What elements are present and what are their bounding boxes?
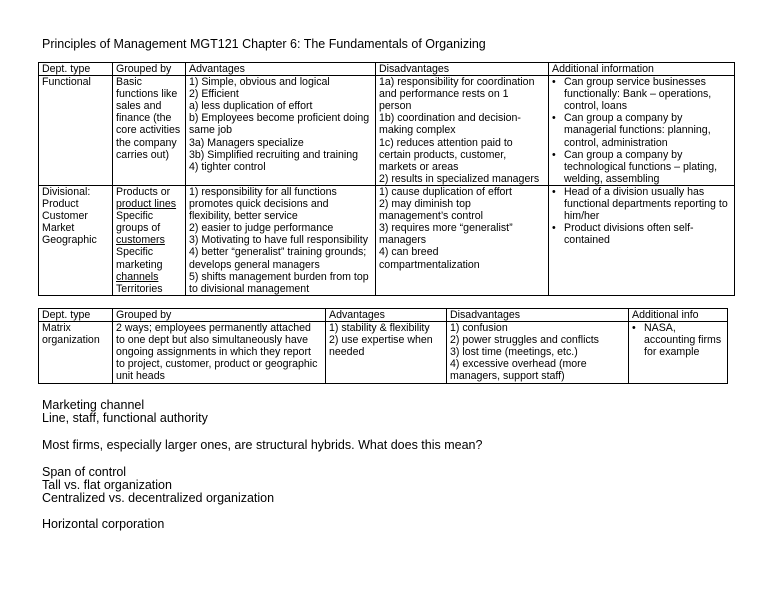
cell-line: 1c) reduces attention paid to <box>379 136 513 149</box>
cell-line: 4) tighter control <box>189 160 266 173</box>
cell-line: develops general managers <box>189 258 320 271</box>
table-row <box>39 76 735 186</box>
cell-line: Can group service businesses <box>564 76 706 89</box>
cell-line: making complex <box>379 124 456 137</box>
table-header-row <box>39 63 735 76</box>
matrix-dept-cell <box>39 322 113 383</box>
cell-line: compartmentalization <box>379 258 480 271</box>
matrix-disadvantages-cell <box>447 322 629 383</box>
cell-line: Products or <box>116 185 171 198</box>
header-grouped-by: Grouped by <box>113 309 326 322</box>
header-dept-type: Dept. type <box>39 309 113 322</box>
bullet-icon: • <box>552 112 556 125</box>
page-title: Principles of Management MGT121 Chapter 6: The Fundamentals of Organizing <box>42 37 486 51</box>
matrix-additional-cell <box>629 322 728 383</box>
matrix-grouped-cell <box>113 322 326 383</box>
cell-line: Customer <box>42 210 88 223</box>
bullet-icon: • <box>552 185 556 198</box>
bullet-item <box>552 186 732 198</box>
cell-line: Head of a division usually has <box>564 185 705 198</box>
cell-line: groups of <box>116 222 161 235</box>
cell-line: 1) Simple, obvious and logical <box>189 76 330 89</box>
cell-line: 3a) Managers specialize <box>189 136 304 149</box>
header-disadvantages: Disadvantages <box>376 63 549 76</box>
cell-line: control, administration <box>564 136 668 149</box>
cell-line: flexibility, better service <box>189 210 298 223</box>
cell-line: markets or areas <box>379 160 459 173</box>
bullet-icon: • <box>632 322 636 335</box>
cell-line: 2) may diminish top <box>379 198 471 211</box>
divisional-disadvantages-cell <box>376 185 549 295</box>
functional-dept-cell <box>39 76 113 186</box>
cell-line: Divisional: <box>42 185 91 198</box>
cell-line: 2) Efficient <box>189 88 239 101</box>
note-tall-vs-flat: Tall vs. flat organization <box>42 478 172 492</box>
cell-line: organization <box>42 334 100 347</box>
cell-line: product lines <box>116 198 177 211</box>
cell-line: managerial functions: planning, <box>564 124 711 137</box>
bullet-item <box>552 149 732 161</box>
cell-line: Product <box>42 198 79 211</box>
divisional-grouped-cell <box>113 185 186 295</box>
cell-line: Can group a company by <box>564 148 683 161</box>
cell-line: functionally: Bank – operations, <box>564 88 712 101</box>
cell-line: sales and <box>116 100 162 113</box>
header-disadvantages: Disadvantages <box>447 309 629 322</box>
cell-line: the company <box>116 136 177 149</box>
functional-grouped-cell <box>113 76 186 186</box>
organization-types-table <box>38 62 735 296</box>
cell-line: 1) responsibility for all functions <box>189 185 337 198</box>
note-hybrids-question: Most firms, especially larger ones, are structural hybrids. What does this mean? <box>42 438 483 452</box>
cell-line: 1) stability & flexibility <box>329 322 430 335</box>
cell-line: him/her <box>564 210 600 223</box>
bullet-icon: • <box>552 148 556 161</box>
bullet-icon: • <box>552 76 556 89</box>
bullet-item <box>552 112 732 124</box>
note-centralized: Centralized vs. decentralized organization <box>42 491 275 505</box>
cell-line: 4) better “generalist” training grounds; <box>189 246 367 259</box>
cell-line: Specific <box>116 210 154 223</box>
cell-line: to divisional management <box>189 282 310 295</box>
cell-line: ongoing assignments in which they report <box>116 346 311 359</box>
header-grouped-by: Grouped by <box>113 63 186 76</box>
cell-line: to project, customer, product or geographic <box>116 358 318 371</box>
functional-advantages-cell <box>186 76 376 186</box>
cell-line: 1) confusion <box>450 322 508 335</box>
cell-line: technological functions – plating, <box>564 160 718 173</box>
cell-line: certain products, customer, <box>379 148 507 161</box>
divisional-advantages-cell <box>186 185 376 295</box>
cell-line: 2 ways; employees permanently attached <box>116 322 311 335</box>
cell-line: and performance rests on 1 <box>379 88 509 101</box>
cell-line: functions like <box>116 88 178 101</box>
header-dept-type: Dept. type <box>39 63 113 76</box>
bullet-item <box>552 76 732 88</box>
note-line-staff: Line, staff, functional authority <box>42 411 208 425</box>
cell-line: functional departments reporting to <box>564 198 728 211</box>
cell-line: Product divisions often self- <box>564 222 694 235</box>
cell-line: to one dept but also simultaneously have <box>116 334 308 347</box>
divisional-dept-cell <box>39 185 113 295</box>
cell-line: 4) excessive overhead (more <box>450 358 587 371</box>
cell-line: 4) can breed <box>379 246 439 259</box>
table-row <box>39 322 728 383</box>
cell-line: needed <box>329 346 365 359</box>
cell-line: Territories <box>116 282 163 295</box>
cell-line: a) less duplication of effort <box>189 100 313 113</box>
cell-line: for example <box>644 346 700 359</box>
header-additional-info: Additional info <box>629 309 728 322</box>
note-horizontal-corporation: Horizontal corporation <box>42 517 165 531</box>
cell-line: welding, assembling <box>564 172 660 185</box>
cell-line: Matrix <box>42 322 71 335</box>
cell-line: 3) Motivating to have full responsibility <box>189 234 369 247</box>
cell-line: Can group a company by <box>564 112 683 125</box>
cell-line: person <box>379 100 412 113</box>
cell-line: customers <box>116 234 165 247</box>
table-row <box>39 185 735 295</box>
cell-line: management’s control <box>379 210 484 223</box>
cell-line: Geographic <box>42 234 97 247</box>
cell-line: same job <box>189 124 232 137</box>
cell-line: finance (the <box>116 112 172 125</box>
cell-line: 3b) Simplified recruiting and training <box>189 148 358 161</box>
cell-line: NASA, <box>644 322 676 335</box>
bullet-item <box>632 322 725 334</box>
header-advantages: Advantages <box>326 309 447 322</box>
cell-line: core activities <box>116 124 181 137</box>
cell-line: 1) cause duplication of effort <box>379 185 512 198</box>
cell-line: carries out) <box>116 148 169 161</box>
cell-line: 1a) responsibility for coordination <box>379 76 535 89</box>
header-additional-information: Additional information <box>549 63 735 76</box>
cell-line: contained <box>564 234 610 247</box>
functional-disadvantages-cell <box>376 76 549 186</box>
matrix-advantages-cell <box>326 322 447 383</box>
cell-line: 5) shifts management burden from top <box>189 270 369 283</box>
cell-line: Specific <box>116 246 154 259</box>
cell-line: promotes quick decisions and <box>189 198 329 211</box>
cell-line: Functional <box>42 76 91 89</box>
bullet-item <box>552 222 732 234</box>
cell-line: 3) lost time (meetings, etc.) <box>450 346 578 359</box>
cell-line: 2) use expertise when <box>329 334 433 347</box>
cell-line: channels <box>116 270 159 283</box>
functional-additional-cell <box>549 76 735 186</box>
cell-line: unit heads <box>116 370 165 383</box>
cell-line: marketing <box>116 258 163 271</box>
cell-line: managers <box>379 234 427 247</box>
cell-line: 2) easier to judge performance <box>189 222 334 235</box>
cell-line: control, loans <box>564 100 628 113</box>
bullet-icon: • <box>552 222 556 235</box>
cell-line: 2) power struggles and conflicts <box>450 334 599 347</box>
matrix-organization-table <box>38 308 728 384</box>
cell-line: Market <box>42 222 75 235</box>
table-header-row <box>39 309 728 322</box>
divisional-additional-cell <box>549 185 735 295</box>
cell-line: accounting firms <box>644 334 722 347</box>
cell-line: 2) results in specialized managers <box>379 172 540 185</box>
note-span-of-control: Span of control <box>42 465 127 479</box>
cell-line: 1b) coordination and decision- <box>379 112 521 125</box>
cell-line: 3) requires more “generalist” <box>379 222 513 235</box>
note-marketing-channel: Marketing channel <box>42 398 145 412</box>
cell-line: b) Employees become proficient doing <box>189 112 370 125</box>
cell-line: managers, support staff) <box>450 370 565 383</box>
header-advantages: Advantages <box>186 63 376 76</box>
cell-line: Basic <box>116 76 142 89</box>
